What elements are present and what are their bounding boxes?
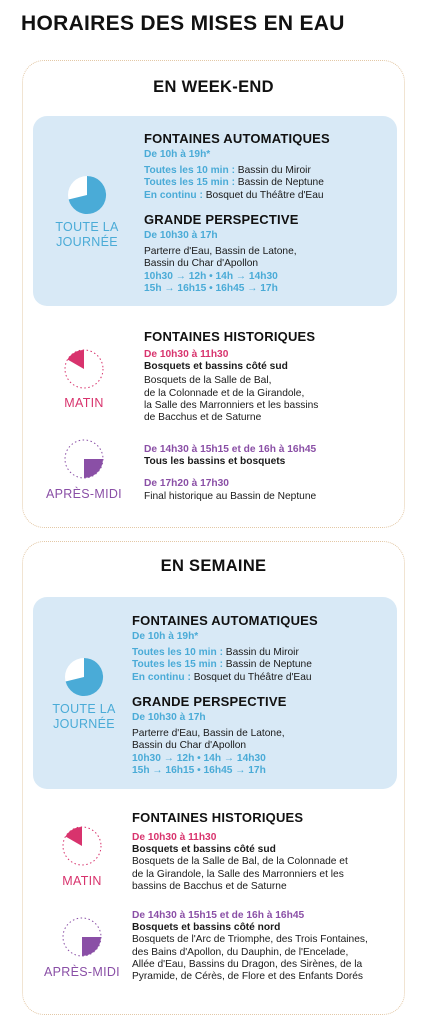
weekend-grande-perspective-block: GRANDE PERSPECTIVE De 10h30 à 17h Parterre d'Eau, Bassin de Latone, Bassin du Char d'Apollon 10h30 → 12h • 14h → 14h30 15h → 16h15 • 16h45 → 17h	[144, 212, 299, 294]
weekend-auto-hours: De 10h à 19h*	[144, 149, 211, 160]
semaine-historic-title: FONTAINES HISTORIQUES	[132, 810, 304, 825]
semaine-apres-midi-label: APRÈS-MIDI	[44, 965, 120, 979]
weekend-heading: EN WEEK-END	[153, 78, 274, 96]
clock-pie-afternoon-icon	[61, 916, 103, 958]
weekend-card	[22, 60, 405, 528]
clock-pie-full-day-icon	[66, 174, 108, 216]
weekend-matin-block: De 10h30 à 11h30 Bosquets et bassins côté sud Bosquets de la Salle de Bal, de la Colonnade et de la Girandole, la Salle des Marronniers et les bassins de Bacchus et de Saturne	[144, 349, 319, 424]
weekend-apres-midi-label: APRÈS-MIDI	[46, 487, 122, 501]
semaine-apres-midi-block: De 14h30 à 15h15 et de 16h à 16h45 Bosquets et bassins côté nord Bosquets de l'Arc de Triomphe, des Trois Fontaines, des Bains d'Apollon, du Dauphin, de l'Encelade, Allée d'Eau, Bassins du Dragon, des Sirènes, de la Pyramide, de Cérès, de Flore et des Enfants Dorés	[132, 910, 368, 983]
weekend-gp-title: GRANDE PERSPECTIVE	[144, 212, 299, 227]
semaine-matin-label: MATIN	[62, 874, 102, 888]
clock-pie-afternoon-icon	[63, 438, 105, 480]
semaine-heading: EN SEMAINE	[160, 557, 267, 575]
page-title: HORAIRES DES MISES EN EAU	[21, 12, 345, 35]
semaine-grande-perspective-block: GRANDE PERSPECTIVE De 10h30 à 17h Parterre d'Eau, Bassin de Latone, Bassin du Char d'Apollon 10h30 → 12h • 14h → 14h30 15h → 16h15 • 16h45 → 17h	[132, 694, 287, 776]
semaine-automatic-block: FONTAINES AUTOMATIQUES De 10h à 19h* Toutes les 10 min : Bassin du Miroir Toutes les 15 min : Bassin de Neptune En continu : Bosquet du Théâtre d'Eau	[132, 613, 318, 683]
weekend-full-day-label: TOUTE LA JOURNÉE	[55, 220, 119, 249]
weekend-historic-title: FONTAINES HISTORIQUES	[144, 329, 316, 344]
clock-pie-morning-icon	[63, 348, 105, 390]
weekend-auto-title: FONTAINES AUTOMATIQUES	[144, 131, 330, 146]
weekend-automatic-block: FONTAINES AUTOMATIQUES De 10h à 19h* Toutes les 10 min : Bassin du Miroir Toutes les 15 min : Bassin de Neptune En continu : Bosquet du Théâtre d'Eau	[144, 131, 330, 201]
semaine-matin-block: De 10h30 à 11h30 Bosquets et bassins côté sud Bosquets de la Salle de Bal, de la Colonnade et de la Girandole, la Salle des Marronniers et les bassins de Bacchus et de Saturne	[132, 832, 348, 892]
semaine-full-day-label: TOUTE LA JOURNÉE	[52, 702, 116, 731]
clock-pie-morning-icon	[61, 825, 103, 867]
semaine-card	[22, 541, 405, 1015]
clock-pie-full-day-icon	[63, 656, 105, 698]
weekend-apres-midi-block: De 14h30 à 15h15 et de 16h à 16h45 Tous les bassins et bosquets De 17h20 à 17h30 Final historique au Bassin de Neptune	[144, 444, 317, 502]
weekend-matin-label: MATIN	[64, 396, 104, 410]
